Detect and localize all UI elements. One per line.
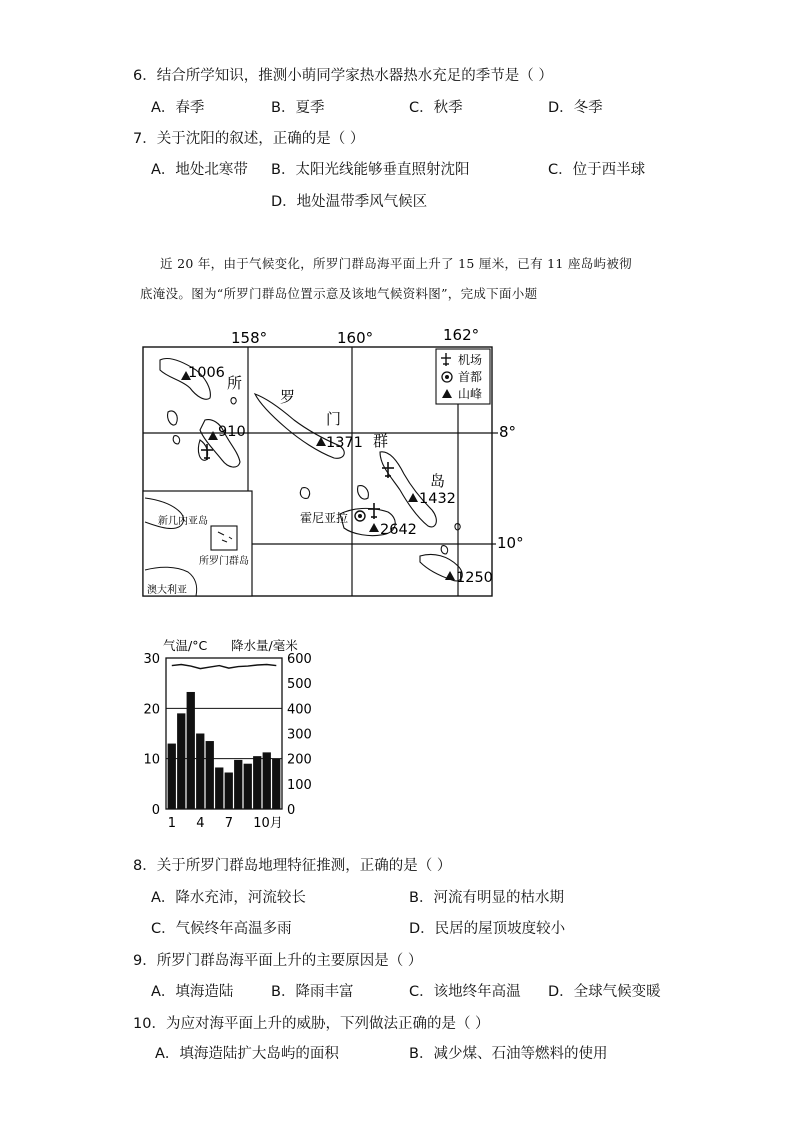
precipitation-bar	[177, 713, 185, 809]
precipitation-bar	[263, 752, 271, 809]
q7-option-a: A．地处北寒带	[151, 162, 248, 178]
q10-option-a: A．填海造陆扩大岛屿的面积	[155, 1046, 339, 1062]
peak-icon	[408, 493, 418, 502]
peak-elevation-910: 910	[218, 424, 246, 440]
precipitation-bar	[187, 692, 195, 809]
island-small-e	[358, 486, 369, 499]
right-axis-tick-label: 600	[287, 652, 312, 667]
q6-option-b: B．夏季	[271, 100, 325, 116]
left-axis-tick-label: 0	[151, 803, 160, 818]
right-axis-tick-label: 0	[287, 803, 296, 818]
q8-option-c: C．气候终年高温多雨	[151, 921, 292, 937]
peak-elevation-1250: 1250	[456, 570, 493, 586]
lon-label-162: 162°	[443, 326, 480, 344]
q6-option-a: A．春季	[151, 100, 205, 116]
chart-left-axis-label: 气温/°C	[163, 638, 208, 653]
precipitation-bar	[244, 764, 252, 809]
right-axis-tick-label: 400	[287, 702, 312, 718]
lat-label-10: 10°	[497, 534, 524, 552]
precipitation-bar	[225, 773, 233, 809]
lon-label-160: 160°	[337, 329, 374, 347]
precipitation-bar	[253, 756, 261, 809]
capital-name: 霍尼亚拉	[300, 511, 349, 525]
inset-new-guinea-label: 新几内亚岛	[158, 516, 208, 527]
x-axis-tick-label: 1	[167, 816, 177, 831]
peak-icon	[369, 523, 379, 532]
precipitation-bar	[215, 767, 223, 809]
island-small-c	[173, 436, 179, 444]
right-axis-tick-label: 100	[287, 777, 312, 793]
q9-stem: 9．所罗门群岛海平面上升的主要原因是（ ）	[133, 953, 423, 969]
q7-option-c: C．位于西半球	[548, 162, 646, 178]
q7-option-b: B．太阳光线能够垂直照射沈阳	[271, 162, 470, 178]
q6-stem: 6．结合所学知识，推测小萌同学家热水器热水充足的季节是（ ）	[133, 68, 553, 84]
legend-airport-label: 机场	[458, 353, 483, 367]
left-axis-tick-label: 20	[143, 702, 160, 718]
intro-line-1: 近 20 年，由于气候变化，所罗门群岛海平面上升了 15 厘米，已有 11 座岛屿被彻	[160, 256, 632, 271]
place-char-dao: 岛	[430, 472, 446, 490]
airport-icon	[382, 462, 394, 478]
q10-option-b: B．减少煤、石油等燃料的使用	[409, 1046, 608, 1062]
place-char-men: 门	[326, 410, 342, 428]
temperature-line	[172, 665, 276, 669]
lon-label-158: 158°	[231, 329, 268, 347]
peak-icon	[208, 431, 218, 440]
peak-icon	[445, 571, 455, 580]
x-axis-tick-label: 7	[224, 816, 234, 831]
x-axis-tick-label: 4	[196, 816, 205, 831]
precipitation-bar	[272, 759, 280, 809]
island-small-a	[231, 398, 236, 404]
q8-stem: 8．关于所罗门群岛地理特征推测，正确的是（ ）	[133, 858, 452, 874]
precipitation-bar	[196, 734, 204, 810]
lat-label-8: 8°	[499, 423, 517, 441]
q6-option-c: C．秋季	[409, 100, 463, 116]
right-axis-tick-label: 500	[287, 677, 312, 693]
q9-option-d: D．全球气候变暖	[548, 984, 661, 1000]
q7-option-d: D．地处温带季风气候区	[271, 194, 428, 210]
q8-option-b: B．河流有明显的枯水期	[409, 890, 564, 906]
place-char-qun: 群	[373, 432, 389, 450]
right-axis-tick-label: 300	[287, 727, 312, 743]
q9-option-a: A．填海造陆	[151, 984, 234, 1000]
place-char-suo: 所	[227, 374, 243, 392]
climate-chart	[0, 620, 794, 840]
peak-elevation-1432: 1432	[419, 491, 456, 507]
inset-map	[143, 491, 252, 596]
chart-right-axis-label: 降水量/毫米	[231, 638, 298, 653]
precipitation-bar	[234, 760, 242, 809]
peak-elevation-2642: 2642	[380, 522, 417, 538]
precipitation-bar	[206, 741, 214, 809]
left-axis-tick-label: 10	[143, 752, 160, 768]
q6-option-d: D．冬季	[548, 100, 603, 116]
place-char-luo: 罗	[280, 388, 296, 406]
q9-option-c: C．该地终年高温	[409, 984, 521, 1000]
island-small-g	[441, 546, 447, 554]
legend-capital-label: 首都	[458, 370, 483, 384]
q9-option-b: B．降雨丰富	[271, 984, 354, 1000]
island-small-b	[168, 411, 178, 425]
left-axis-tick-label: 30	[143, 652, 160, 667]
q10-stem: 10．为应对海平面上升的威胁，下列做法正确的是（ ）	[133, 1016, 490, 1032]
peak-elevation-1371: 1371	[326, 435, 363, 451]
right-axis-tick-label: 200	[287, 752, 312, 768]
q8-option-a: A．降水充沛，河流较长	[151, 890, 306, 906]
x-axis-tick-label: 10月	[253, 816, 283, 831]
precipitation-bar	[168, 744, 176, 809]
inset-solomon-label: 所罗门群岛	[199, 556, 249, 567]
island-small-d	[300, 488, 309, 499]
q7-stem: 7．关于沈阳的叙述，正确的是（ ）	[133, 131, 365, 147]
airport-icon	[368, 503, 380, 519]
intro-line-2: 底淹没。图为“所罗门群岛位置示意及该地气候资料图”，完成下面小题	[140, 286, 538, 301]
peak-elevation-1006: 1006	[188, 365, 225, 381]
inset-australia-label: 澳大利亚	[147, 585, 187, 596]
q8-option-d: D．民居的屋顶坡度较小	[409, 921, 566, 937]
legend-peak-label: 山峰	[458, 387, 483, 401]
